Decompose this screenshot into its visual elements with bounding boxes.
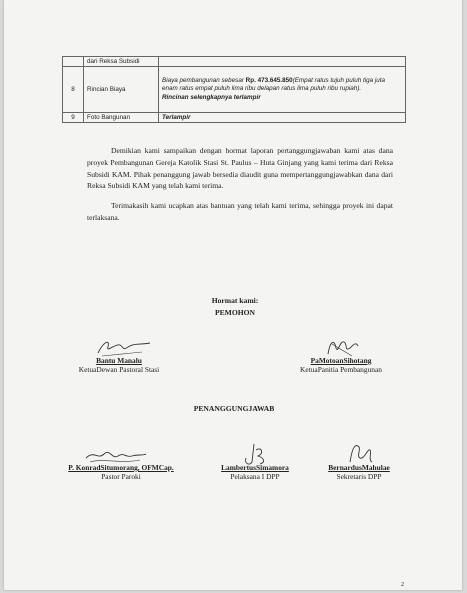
signer-role: Pelaksana I DPP: [230, 472, 280, 481]
table-row: [63, 57, 406, 67]
row-number-empty: [63, 57, 84, 67]
closing-greeting: Hormat kami:: [211, 296, 259, 305]
signer-name: BernardusMahulae: [328, 463, 390, 472]
signer-role: Pastor Paroki: [101, 472, 141, 481]
cost-note: Rincinan selengkapnya terlampir: [162, 93, 261, 101]
closing-paragraph: Demikian kami sampaikan dengan hormat laporan pertanggungjawaban kami atas dana proyek Pembangunan Gereja Katolik Stasi St. Paulus – Huta Ginjang yang kami terima dari Reksa Subsidi KAM. Pihak penanggung jawab bersedia diaudit guna mempertanggungjawabkan dana dari Reksa Subsidi KAM yang telah kami terima.: [87, 146, 393, 191]
row-description: Foto Bangunan: [84, 113, 159, 123]
row-number: 8: [63, 67, 84, 113]
responsible-title: PENANGGUNGJAWAB: [193, 404, 275, 413]
details-table: [62, 56, 406, 123]
signer-name: LambertusSimamora: [221, 463, 289, 472]
row-detail-empty: [159, 57, 406, 67]
thanks-paragraph: Terimakasih kami ucapkan atas bantuan yang telah kami terima, sehingga proyek ini dapat terlaksana.: [87, 201, 393, 222]
closing-group: PEMOHON: [214, 308, 256, 317]
signer-name: Bantu Manalu: [96, 356, 142, 365]
signer-situmorang: [46, 463, 196, 481]
page-number: 2: [401, 582, 404, 588]
row-detail: [159, 113, 406, 123]
signer-mahulae: [309, 463, 409, 481]
table-row: [63, 67, 406, 113]
signer-role: KetuaPanitia Pembangunan: [300, 365, 382, 374]
signer-role: KetuaDewan Pastoral Stasi: [78, 365, 160, 374]
cost-in-words: (Empat ratus tujuh puluh tiga juta enam ratus empat puluh lima ribu delapan ratus lima puluh ribu rupiah).: [162, 77, 386, 93]
cost-amount: Rp. 473.645.850: [245, 77, 293, 85]
signer-name: PaMotoanSihotang: [310, 356, 372, 365]
signer-manalu: [49, 356, 189, 374]
row-number: 9: [63, 113, 84, 123]
signer-role: Sekretaris DPP: [336, 472, 382, 481]
signer-simamora: [200, 463, 310, 481]
row-description: Rincian Biaya: [84, 67, 159, 113]
signer-name: P. KonradSitumorang, OFMCap.: [68, 463, 174, 472]
signer-sihotang: [266, 356, 416, 374]
document-page: [4, 0, 462, 590]
attachment-note: Terlampir: [162, 114, 191, 121]
row-detail: [159, 67, 406, 113]
table-row: [63, 113, 406, 123]
row-description: dari Reksa Subsidi: [84, 57, 159, 67]
cost-prefix: Biaya pembangunan sebesar: [162, 77, 246, 85]
